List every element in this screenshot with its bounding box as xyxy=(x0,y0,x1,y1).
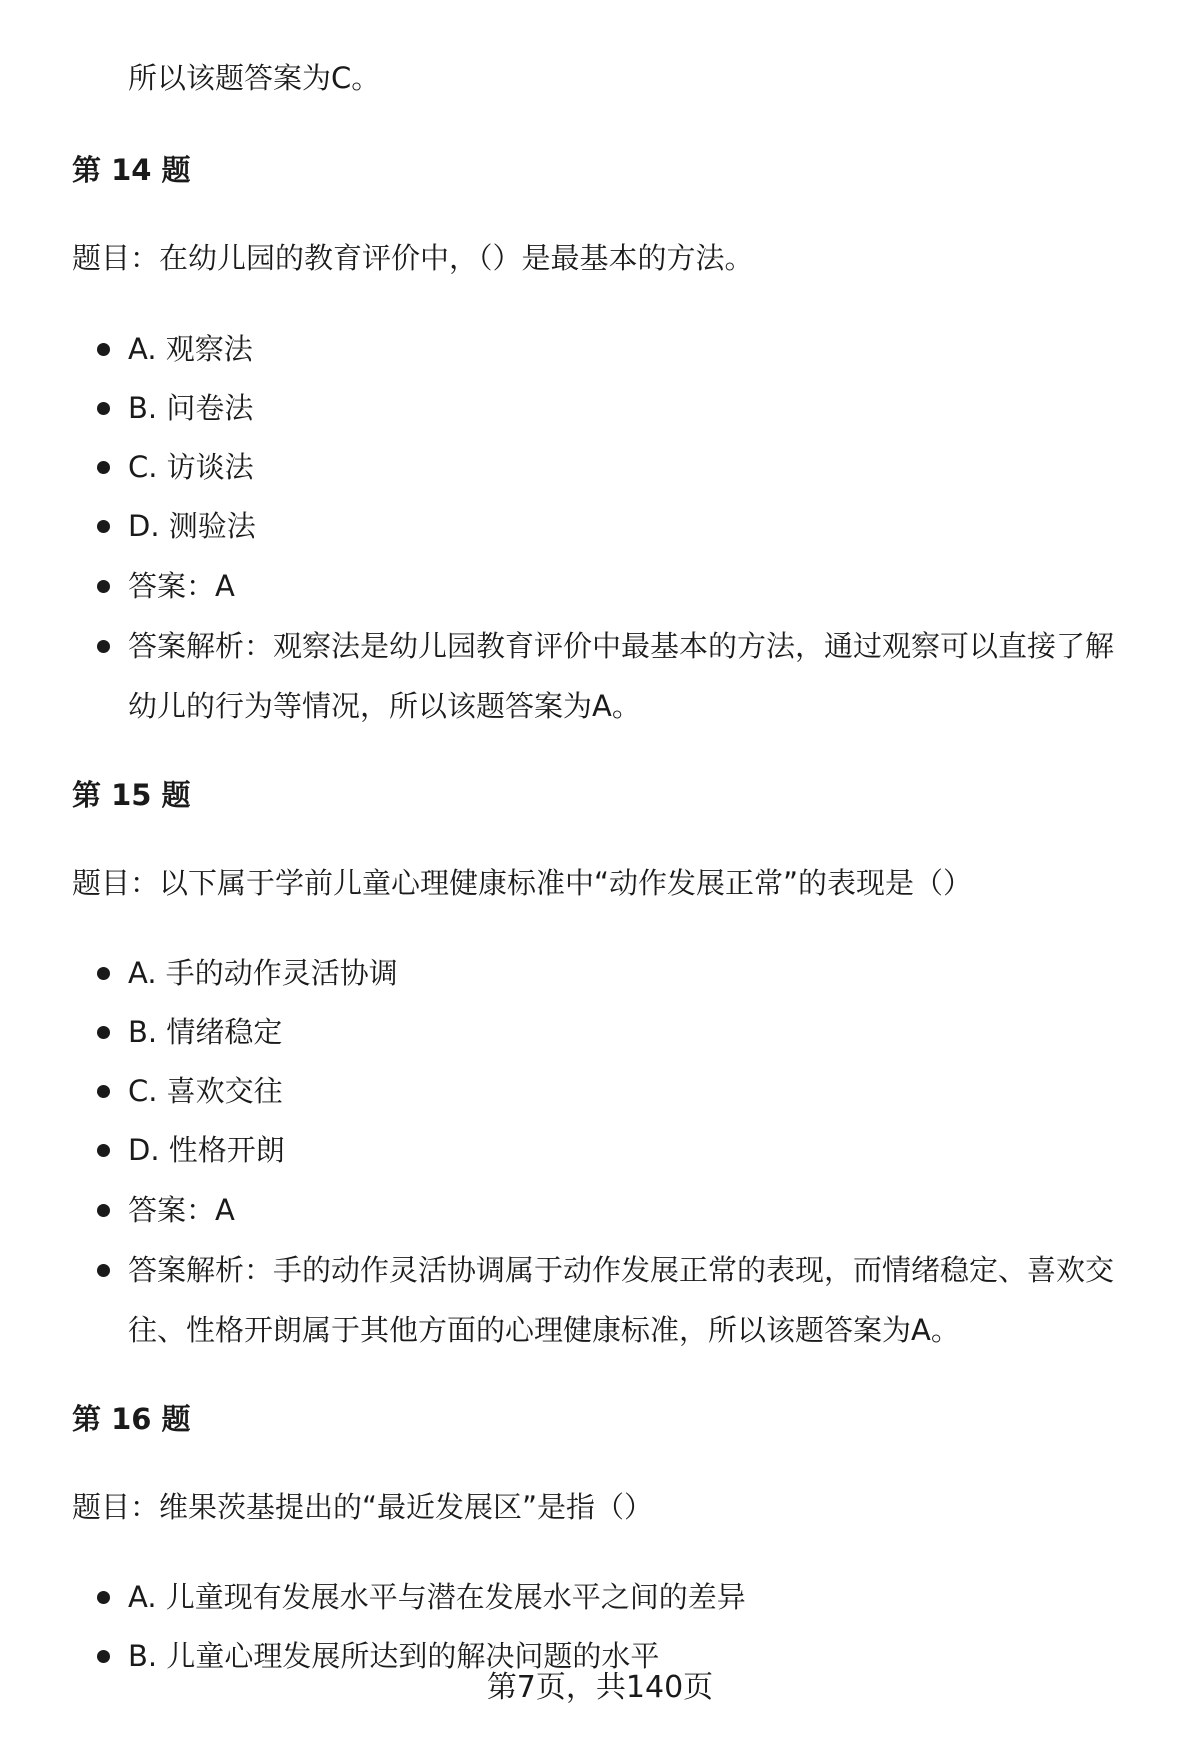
bullet-icon xyxy=(97,461,110,474)
option-a: A. 手的动作灵活协调 xyxy=(128,956,398,990)
option-b: B. 情绪稳定 xyxy=(128,1015,283,1049)
bullet-icon xyxy=(97,402,110,415)
previous-answer-conclusion: 所以该题答案为C。 xyxy=(128,61,381,95)
question-stem: 题目：在幼儿园的教育评价中，（）是最基本的方法。 xyxy=(72,241,754,275)
analysis-line: 答案解析：观察法是幼儿园教育评价中最基本的方法，通过观察可以直接了解 xyxy=(128,629,1115,663)
bullet-icon xyxy=(97,1085,110,1098)
bullet-icon xyxy=(97,1204,110,1217)
option-d: D. 测验法 xyxy=(128,509,256,543)
analysis-line: 往、性格开朗属于其他方面的心理健康标准，所以该题答案为A。 xyxy=(128,1313,960,1347)
option-b: B. 问卷法 xyxy=(128,391,254,425)
bullet-icon xyxy=(97,1591,110,1604)
bullet-icon xyxy=(97,1264,110,1277)
option-c: C. 访谈法 xyxy=(128,450,254,484)
bullet-icon xyxy=(97,580,110,593)
option-b: B. 儿童心理发展所达到的解决问题的水平 xyxy=(128,1639,660,1673)
bullet-icon xyxy=(97,640,110,653)
analysis-line: 答案解析：手的动作灵活协调属于动作发展正常的表现，而情绪稳定、喜欢交 xyxy=(128,1253,1115,1287)
question-heading: 第 15 题 xyxy=(72,778,191,812)
bullet-icon xyxy=(97,1026,110,1039)
option-a: A. 观察法 xyxy=(128,332,253,366)
answer: 答案：A xyxy=(128,1193,235,1227)
analysis-line: 幼儿的行为等情况，所以该题答案为A。 xyxy=(128,689,641,723)
bullet-icon xyxy=(97,1144,110,1157)
option-d: D. 性格开朗 xyxy=(128,1133,285,1167)
answer: 答案：A xyxy=(128,569,235,603)
question-stem: 题目：以下属于学前儿童心理健康标准中“动作发展正常”的表现是（） xyxy=(72,866,973,900)
option-a: A. 儿童现有发展水平与潜在发展水平之间的差异 xyxy=(128,1580,746,1614)
bullet-icon xyxy=(97,1650,110,1663)
option-c: C. 喜欢交往 xyxy=(128,1074,283,1108)
question-heading: 第 14 题 xyxy=(72,153,191,187)
bullet-icon xyxy=(97,343,110,356)
bullet-icon xyxy=(97,520,110,533)
question-stem: 题目：维果茨基提出的“最近发展区”是指（） xyxy=(72,1490,654,1524)
page-number: 第7页，共140页 xyxy=(486,1670,714,1705)
question-heading: 第 16 题 xyxy=(72,1402,191,1436)
bullet-icon xyxy=(97,967,110,980)
